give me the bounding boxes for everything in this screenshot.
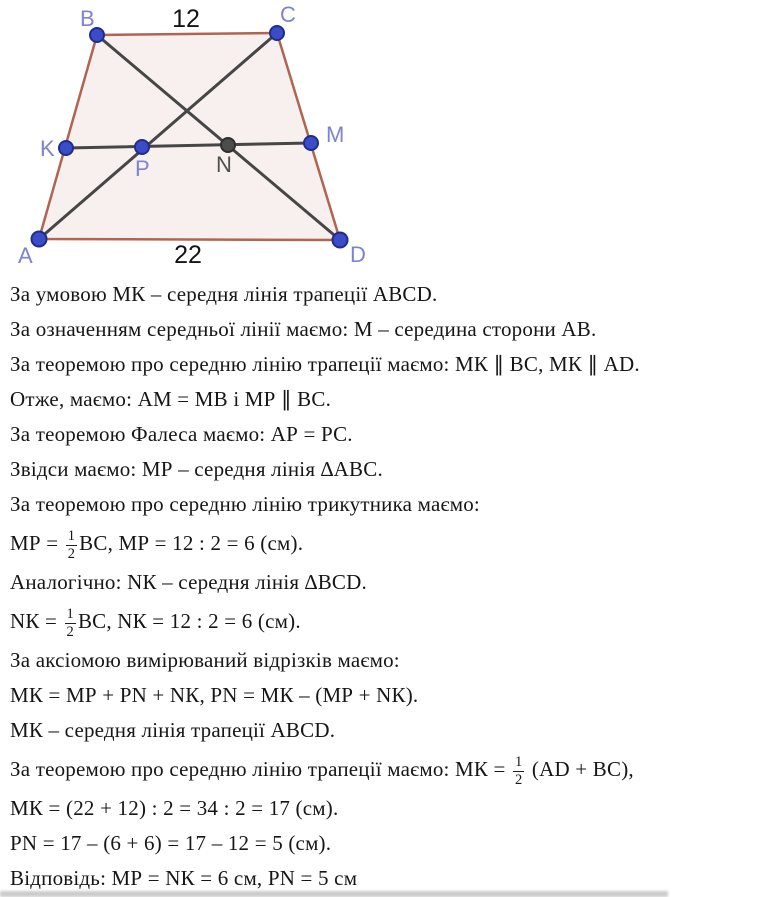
solution-line <box>10 347 768 382</box>
solution-line-text: МК – середня лінія трапеції ABCD. <box>10 718 336 742</box>
solution-line-text: Аналогічно: NК – середня лінія ∆ВСD. <box>10 570 367 594</box>
solution-line <box>10 791 768 826</box>
cropped-next-line-artifact <box>0 891 668 897</box>
solution-line <box>10 312 768 347</box>
bottom-side-length: 22 <box>174 241 202 269</box>
fraction <box>513 754 524 787</box>
fraction-numerator: 1 <box>66 606 74 623</box>
solution-line-text: За теоремою про середню лінію трикутника маємо: <box>10 492 480 516</box>
label-d: D <box>350 242 366 267</box>
fraction-denominator: 2 <box>515 771 523 788</box>
fraction-numerator: 1 <box>515 754 523 771</box>
label-n: N <box>216 152 232 177</box>
solution-line-text: NК = <box>10 609 63 633</box>
fraction <box>66 528 77 561</box>
solution-line <box>10 713 768 748</box>
point-a <box>32 232 47 247</box>
point-k <box>59 141 73 155</box>
label-m: M <box>326 122 345 147</box>
fraction-numerator: 1 <box>67 528 76 545</box>
solution-line-text: МР = <box>10 531 64 555</box>
solution-line <box>10 643 768 678</box>
solution-line-text: За теоремою про середню лінію трапеції маємо: МК ∥ ВС, МК ∥ AD. <box>10 352 640 376</box>
solution-line-text: За означенням середньої лінії маємо: М – середина сторони АВ. <box>10 317 597 341</box>
fraction-denominator: 2 <box>67 545 76 562</box>
point-p <box>135 140 149 154</box>
solution-line <box>10 452 768 487</box>
solution-line <box>10 382 768 417</box>
solution-line <box>10 487 768 522</box>
solution-line <box>10 678 768 713</box>
point-c <box>270 26 284 40</box>
solution-line <box>10 748 768 791</box>
trapezoid-diagram <box>0 0 400 272</box>
solution-line-text: Отже, маємо: АМ = МВ і МР ∥ ВС. <box>10 387 332 411</box>
solution-line-text: За теоремою Фалеса маємо: АР = РС. <box>10 422 353 446</box>
solution-line-text: МК = МР + РN + NК, РN = МК – (МР + NК). <box>10 683 419 707</box>
solution-line-text: РN = 17 – (6 + 6) = 17 – 12 = 5 (см). <box>10 831 332 855</box>
solution-line <box>10 417 768 452</box>
solution-line <box>10 565 768 600</box>
solution-line-text: ВС, МР = 12 : 2 = 6 (см). <box>79 531 304 555</box>
solution-line <box>10 826 768 861</box>
solution-line-text: За теоремою про середню лінію трапеції маємо: МК = <box>10 757 512 781</box>
label-a: A <box>18 243 33 268</box>
solution-line-text: Відповідь: МР = NК = 6 см, РN = 5 см <box>10 866 358 890</box>
solution-line-text: (AD + ВС), <box>526 757 634 781</box>
label-p: P <box>135 156 150 181</box>
solution-line-text: За умовою МК – середня лінія трапеції ABCD. <box>10 282 438 306</box>
label-c: C <box>280 2 296 27</box>
point-m <box>304 136 318 150</box>
fraction <box>65 606 76 639</box>
label-k: K <box>40 136 55 161</box>
fraction-denominator: 2 <box>66 623 74 640</box>
solution-line-text: За аксіомою вимірюваний відрізків маємо: <box>10 648 400 672</box>
top-side-length: 12 <box>172 5 200 33</box>
solution-line <box>10 277 768 312</box>
point-d <box>333 233 348 248</box>
solution-line <box>10 600 768 643</box>
solution-line-text: Звідси маємо: МР – середня лінія ∆АВС. <box>10 457 383 481</box>
label-b: B <box>80 6 95 31</box>
trapezoid-shape <box>39 33 340 240</box>
solution-line-text: МК = (22 + 12) : 2 = 34 : 2 = 17 (см). <box>10 796 339 820</box>
solution-text <box>10 277 768 896</box>
solution-line <box>10 522 768 565</box>
solution-line-text: ВС, NК = 12 : 2 = 6 (см). <box>77 609 301 633</box>
point-n <box>221 138 235 152</box>
